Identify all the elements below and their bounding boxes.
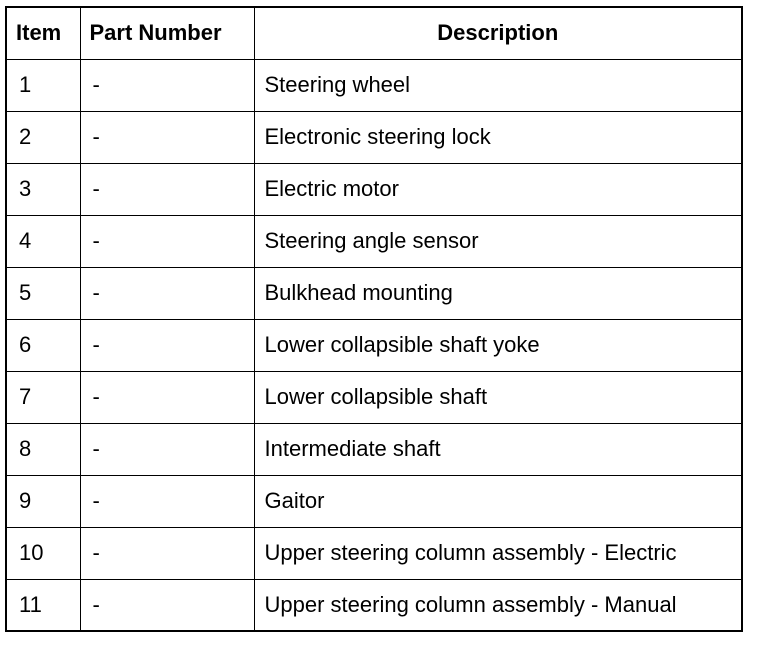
part-number-cell: - xyxy=(80,111,254,163)
description-cell: Steering wheel xyxy=(254,59,742,111)
table-row xyxy=(6,527,742,579)
description-cell: Steering angle sensor xyxy=(254,215,742,267)
part-number-cell: - xyxy=(80,475,254,527)
part-number-cell: - xyxy=(80,319,254,371)
header-row xyxy=(6,7,742,59)
description-cell: Electronic steering lock xyxy=(254,111,742,163)
header-item: Item xyxy=(6,7,80,59)
part-number-cell: - xyxy=(80,59,254,111)
table-header xyxy=(6,7,742,59)
table-row xyxy=(6,423,742,475)
part-number-cell: - xyxy=(80,527,254,579)
item-number-cell: 8 xyxy=(6,423,80,475)
description-cell: Lower collapsible shaft yoke xyxy=(254,319,742,371)
item-number-cell: 2 xyxy=(6,111,80,163)
item-number-cell: 1 xyxy=(6,59,80,111)
table-row xyxy=(6,579,742,631)
table-row xyxy=(6,111,742,163)
parts-table xyxy=(5,6,743,632)
item-number-cell: 4 xyxy=(6,215,80,267)
item-number-cell: 11 xyxy=(6,579,80,631)
description-cell: Intermediate shaft xyxy=(254,423,742,475)
table-row xyxy=(6,215,742,267)
table-body xyxy=(6,59,742,631)
part-number-cell: - xyxy=(80,371,254,423)
description-cell: Electric motor xyxy=(254,163,742,215)
part-number-cell: - xyxy=(80,267,254,319)
item-number-cell: 6 xyxy=(6,319,80,371)
table-row xyxy=(6,59,742,111)
table-row xyxy=(6,319,742,371)
header-description: Description xyxy=(254,7,742,59)
header-part-number: Part Number xyxy=(80,7,254,59)
description-cell: Bulkhead mounting xyxy=(254,267,742,319)
description-cell: Upper steering column assembly - Electric xyxy=(254,527,742,579)
item-number-cell: 10 xyxy=(6,527,80,579)
description-cell: Gaitor xyxy=(254,475,742,527)
table-row xyxy=(6,371,742,423)
item-number-cell: 3 xyxy=(6,163,80,215)
description-cell: Lower collapsible shaft xyxy=(254,371,742,423)
table-row xyxy=(6,475,742,527)
item-number-cell: 7 xyxy=(6,371,80,423)
part-number-cell: - xyxy=(80,423,254,475)
table-row xyxy=(6,163,742,215)
part-number-cell: - xyxy=(80,579,254,631)
item-number-cell: 5 xyxy=(6,267,80,319)
part-number-cell: - xyxy=(80,215,254,267)
description-cell: Upper steering column assembly - Manual xyxy=(254,579,742,631)
table-row xyxy=(6,267,742,319)
item-number-cell: 9 xyxy=(6,475,80,527)
part-number-cell: - xyxy=(80,163,254,215)
